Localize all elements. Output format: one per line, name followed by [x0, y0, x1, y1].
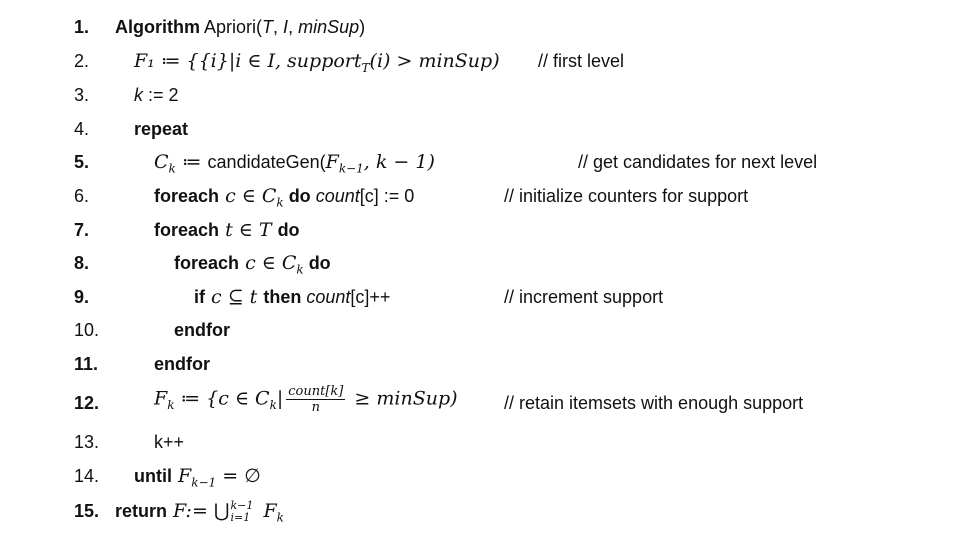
- code-text: foreach c ∈ $C_k$ do count[c] := 0: [154, 185, 415, 210]
- code-line-7: [0, 213, 960, 247]
- line-number: 13.: [74, 432, 100, 452]
- code-text: until $F_{k-1}$ = ∅: [134, 465, 261, 490]
- code-math: F₁ ≔ {{i}|i ∈ I, support$_T$(i) > minSup): [134, 50, 500, 75]
- line-number: 15.: [74, 501, 100, 521]
- code-line-5: [0, 145, 960, 179]
- code-text: endfor: [154, 354, 210, 374]
- line-number: 5.: [74, 152, 90, 172]
- code-text: k := 2: [134, 85, 179, 105]
- code-text: repeat: [134, 119, 189, 139]
- code-line-13: [0, 425, 960, 459]
- line-number: 2.: [74, 51, 90, 71]
- line-number: 6.: [74, 186, 90, 206]
- code-comment: // increment support: [504, 287, 664, 307]
- line-number: 4.: [74, 119, 90, 139]
- code-line-10: [0, 313, 960, 347]
- line-number: 9.: [74, 287, 90, 307]
- code-text: $C_k$ ≔ $candidateGen(F_{k-1}$, k − 1): [154, 151, 435, 176]
- code-text: k++: [154, 432, 185, 452]
- code-line-12: [0, 386, 960, 426]
- union-limits: k−1 i=1: [230, 499, 254, 525]
- code-line-1: [0, 10, 960, 44]
- line-number: 14.: [74, 466, 100, 486]
- fraction: $\frac{\text{count[k]}}{n}$: [288, 384, 344, 415]
- line-number: 12.: [74, 393, 100, 413]
- line-number: 3.: [74, 85, 90, 105]
- code-comment: // first level: [538, 51, 625, 71]
- code-text: foreach c ∈ $C_k$ do: [174, 252, 331, 277]
- line-number: 8.: [74, 253, 90, 273]
- line-number: 1.: [74, 17, 90, 37]
- line-number: 7.: [74, 220, 90, 240]
- code-line-8: [0, 246, 960, 280]
- code-comment: // initialize counters for support: [504, 186, 749, 206]
- code-line-11: [0, 347, 960, 381]
- code-comment: // get candidates for next level: [578, 152, 818, 172]
- code-text: endfor: [174, 320, 230, 340]
- line-number: 11.: [74, 354, 99, 374]
- code-line-15: [0, 494, 960, 530]
- line-number: 10.: [74, 320, 100, 340]
- code-line-14: [0, 459, 960, 493]
- code-line-6: [0, 179, 960, 213]
- code-line-3: [0, 78, 960, 112]
- code-text: $F_k$ ≔ {c ∈ $C_k|$ $\frac{\text{count[k]}}{n}$ ≥ minSup): [154, 384, 458, 415]
- code-text: Algorithm Apriori(T, I, minSup): [115, 17, 366, 37]
- code-text: if c ⊆ t then count[c]++: [194, 286, 391, 308]
- code-comment: // retain itemsets with enough support: [504, 393, 804, 413]
- code-text: foreach t ∈ T do: [154, 219, 300, 241]
- code-line-4: [0, 112, 960, 146]
- code-line-9: [0, 280, 960, 314]
- code-text: return F:= ⋃ k−1 i=1 $F_k$: [115, 499, 284, 525]
- code-line-2: [0, 44, 960, 78]
